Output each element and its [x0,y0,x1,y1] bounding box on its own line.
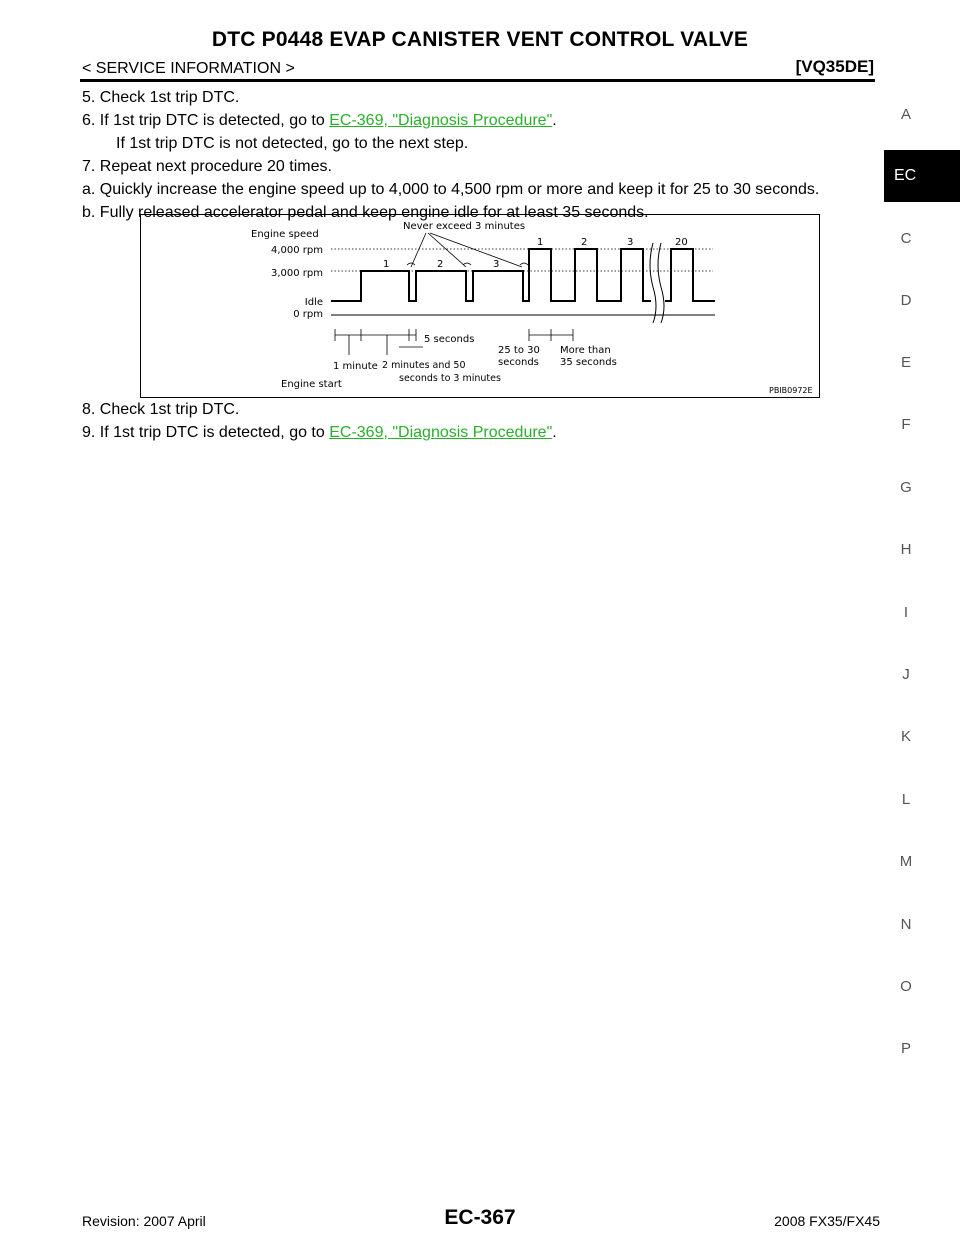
idle-label: Idle [304,297,323,308]
step-9 [82,421,872,444]
index-letter-c[interactable]: C [900,230,912,247]
index-letter-h[interactable]: H [900,541,912,558]
diagnosis-procedure-link-2[interactable]: EC-369, "Diagnosis Procedure" [329,424,553,441]
step-5: 5. Check 1st trip DTC. [82,89,240,106]
never-exceed-label: Never exceed 3 minutes [403,221,526,232]
section-label: < SERVICE INFORMATION > [82,60,295,77]
engine-start-label: Engine start [281,379,342,390]
engine-speed-waveform [331,249,651,301]
high-1-label: 1 [537,237,544,248]
step-7: 7. Repeat next procedure 20 times. [82,158,332,175]
index-letter-o[interactable]: O [900,978,912,995]
revision-label: Revision: 2007 April [82,1213,206,1229]
duration-25-label-a: 25 to 30 [498,345,540,356]
duration-25-label-b: seconds [498,357,539,368]
index-letter-i[interactable]: I [903,604,909,621]
one-minute-label: 1 minute [333,361,378,372]
index-letter-j[interactable]: J [902,666,910,683]
index-letter-p[interactable]: P [900,1040,911,1057]
high-20-label: 20 [675,237,688,248]
active-section-tab[interactable]: EC [884,150,960,202]
diagnosis-procedure-link[interactable]: EC-369, "Diagnosis Procedure" [329,112,553,129]
procedure-steps-continued [82,398,872,444]
step-9-suffix: . [552,424,557,441]
step-6-text: 6. If 1st trip DTC is detected, go to [82,112,330,129]
index-letter-m[interactable]: M [899,853,913,870]
procedure-steps [82,86,872,224]
rpm-4000-label: 4,000 rpm [270,245,323,256]
cycle-1-label: 1 [383,259,390,270]
rpm-3000-label: 3,000 rpm [270,268,323,279]
gap-mark-1 [407,263,415,265]
engine-speed-waveform-end [665,249,715,301]
break-mark-right [658,243,664,323]
index-letter-l[interactable]: L [901,791,911,808]
cycle-3-label: 3 [493,259,500,270]
engine-code: [VQ35DE] [795,57,874,76]
gap-mark-2 [463,263,471,265]
index-letter-k[interactable]: K [900,728,911,745]
index-letter-f[interactable]: F [901,416,911,433]
step-9-text: 9. If 1st trip DTC is detected, go to [82,424,330,441]
engine-speed-diagram [140,214,820,398]
two-minutes-label-b: seconds to 3 minutes [399,373,501,384]
step-6-suffix: . [552,112,557,129]
high-3-label: 3 [627,237,634,248]
index-letter-d[interactable]: D [900,292,912,309]
index-letter-e[interactable]: E [900,354,911,371]
arrow-2 [428,233,466,267]
index-letter-g[interactable]: G [900,479,912,496]
step-6 [82,109,872,132]
high-2-label: 2 [581,237,588,248]
five-seconds-label: 5 seconds [424,334,475,345]
more-than-label-b: 35 seconds [560,357,617,368]
step-6-sub: If 1st trip DTC is not detected, go to the next step. [116,135,469,152]
arrow-3 [430,233,522,267]
two-minutes-label-a: 2 minutes and 50 [382,360,466,371]
arrow-1 [411,233,426,267]
figure-code: PBIB0972E [769,386,813,395]
index-letter-n[interactable]: N [900,916,912,933]
cycle-2-label: 2 [437,259,444,270]
step-b: b. Fully released accelerator pedal and keep engine idle for at least 35 seconds. [82,204,649,221]
more-than-label-a: More than [560,345,611,356]
gap-mark-3 [520,263,528,265]
step-8: 8. Check 1st trip DTC. [82,401,240,418]
rpm-0-label: 0 rpm [293,309,323,320]
break-mark-left [650,243,656,323]
engine-speed-label: Engine speed [251,229,319,240]
header-rule [80,79,875,82]
page-number: EC-367 [444,1206,516,1229]
step-a: a. Quickly increase the engine speed up to 4,000 to 4,500 rpm or more and keep it for 25 to 30 seconds. [82,181,820,198]
page-title: DTC P0448 EVAP CANISTER VENT CONTROL VALVE [211,28,749,51]
model-label: 2008 FX35/FX45 [774,1213,880,1229]
index-letter-a[interactable]: A [900,106,911,123]
